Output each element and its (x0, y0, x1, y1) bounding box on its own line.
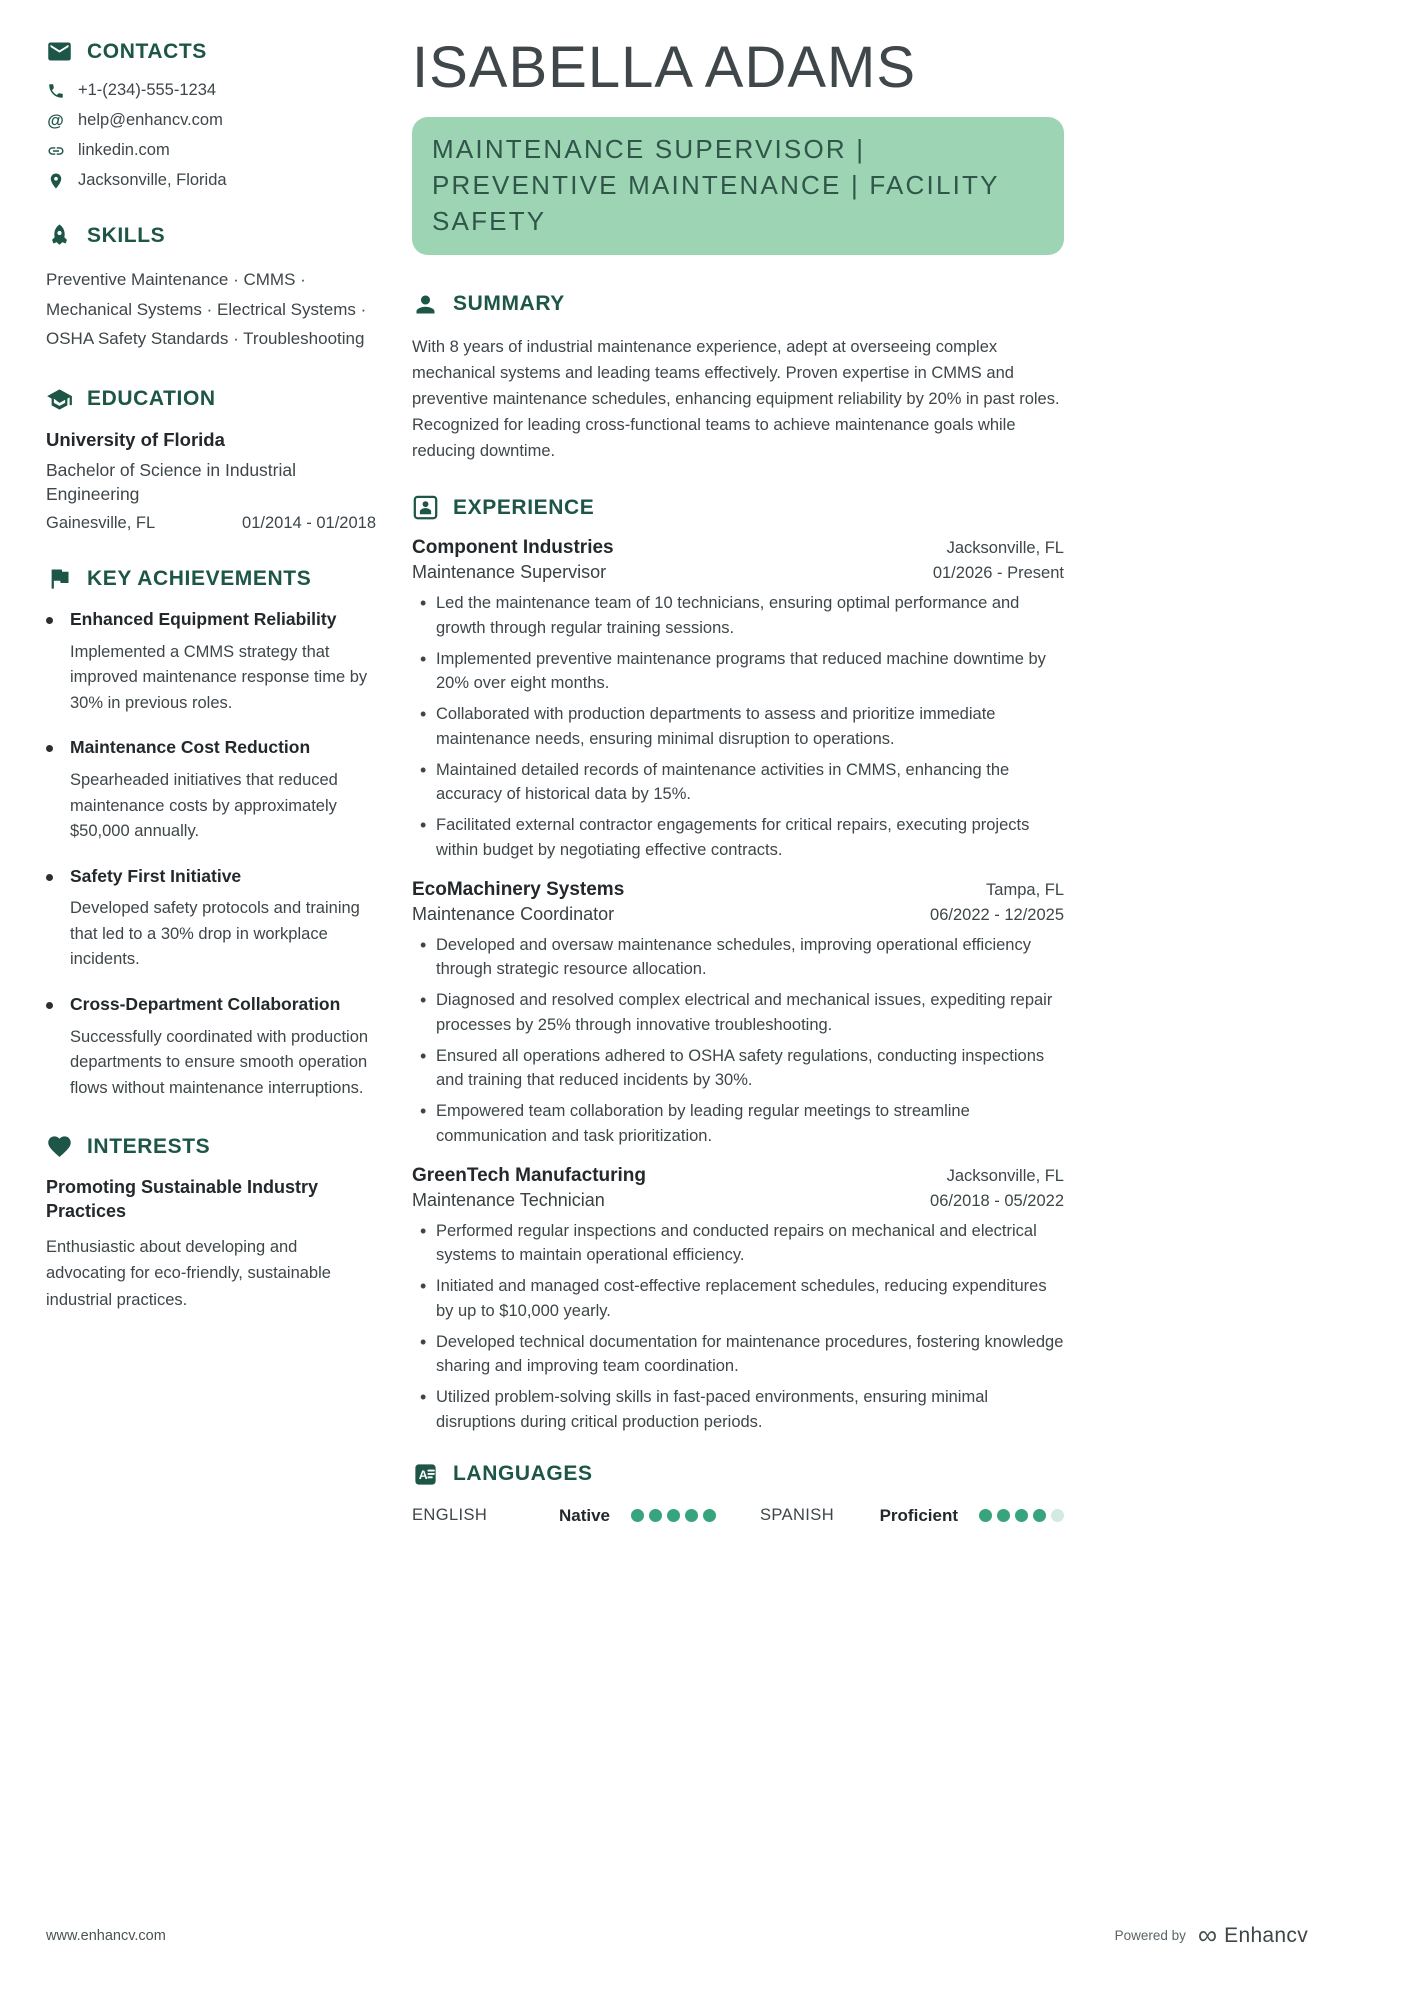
company-location: Tampa, FL (986, 880, 1064, 899)
language-level: Native (558, 1505, 610, 1525)
skills-title: SKILLS (87, 223, 166, 247)
email-text[interactable]: help@enhancv.com (78, 111, 223, 129)
job-bullet: • Ensured all operations adhered to OSHA safety regulations, conducting inspections and training that reduced incidents by 30%. (412, 1044, 1064, 1094)
enhancv-logo[interactable] (1198, 1922, 1308, 1949)
job-bullet: • Utilized problem-solving skills in fast-paced environments, ensuring minimal disruptions during critical production periods. (412, 1385, 1064, 1435)
languages-section (412, 1461, 1064, 1526)
job-dates: 01/2026 - Present (932, 564, 1064, 583)
experience-entry (412, 1165, 1064, 1435)
dot-filled (631, 1509, 644, 1522)
contacts-title: CONTACTS (87, 39, 207, 63)
languages-header (412, 1461, 1064, 1488)
powered-by (1115, 1922, 1308, 1949)
contact-linkedin[interactable] (46, 141, 376, 160)
envelope-icon (46, 38, 73, 65)
bullet-dot (46, 745, 53, 752)
languages-icon (412, 1461, 439, 1488)
flag-icon (46, 565, 73, 592)
education-school: University of Florida (46, 428, 225, 450)
education-dates: 01/2014 - 01/2018 (242, 514, 376, 533)
job-bullets (412, 591, 1064, 863)
job-role: Maintenance Technician (412, 1189, 605, 1210)
contacts-section (46, 38, 376, 190)
svg-text:A: A (418, 1467, 428, 1482)
achievement-item (46, 993, 376, 1101)
language-proficiency-dots (626, 1509, 716, 1522)
skills-header (46, 222, 376, 249)
summary-section (412, 291, 1064, 464)
interests-header (46, 1133, 376, 1160)
languages-row (412, 1506, 1064, 1526)
job-role: Maintenance Coordinator (412, 903, 615, 924)
dot-filled (685, 1509, 698, 1522)
job-bullets (412, 1219, 1064, 1435)
link-icon (46, 141, 65, 160)
interests-title: INTERESTS (87, 1134, 211, 1158)
education-degree: Bachelor of Science in Industrial Engineering (46, 459, 296, 504)
bullet-dot (46, 617, 53, 624)
dot-filled (649, 1509, 662, 1522)
job-bullets (412, 933, 1064, 1149)
skills-list-text: Preventive Maintenance · CMMS · Mechanical Systems · Electrical Systems · OSHA Safety Standards · Troubleshooting (46, 270, 367, 349)
achievement-item (46, 608, 376, 716)
page-footer (46, 1922, 1308, 1949)
company-location: Jacksonville, FL (946, 539, 1064, 558)
achievement-title: Enhanced Equipment Reliability (70, 609, 337, 630)
company-name: EcoMachinery Systems (412, 878, 625, 900)
dot-filled (997, 1509, 1010, 1522)
job-bullet: • Diagnosed and resolved complex electrical and mechanical issues, expediting repair processes by 25% through innovative troubleshooting. (412, 988, 1064, 1038)
summary-header (412, 291, 1064, 318)
infinity-logo-icon: ∞ (1197, 1920, 1218, 1950)
dot-filled (1033, 1509, 1046, 1522)
dot-filled (667, 1509, 680, 1522)
job-bullet: • Maintained detailed records of maintenance activities in CMMS, enhancing the accuracy of historical data by 15%. (412, 758, 1064, 808)
dot-filled (1015, 1509, 1028, 1522)
location-text: Jacksonville, Florida (78, 171, 227, 189)
languages-title: LANGUAGES (453, 1462, 593, 1486)
language-proficiency-dots (974, 1509, 1064, 1522)
phone-text: +1-(234)-555-1234 (78, 81, 217, 99)
company-name: Component Industries (412, 537, 614, 559)
education-title: EDUCATION (87, 387, 216, 411)
experience-title: EXPERIENCE (453, 495, 595, 519)
education-location: Gainesville, FL (46, 514, 156, 533)
powered-by-label: Powered by (1114, 1928, 1186, 1943)
heart-icon (46, 1133, 73, 1160)
enhancv-site-link[interactable]: www.enhancv.com (46, 1927, 166, 1944)
company-name: GreenTech Manufacturing (412, 1164, 647, 1186)
language-name: SPANISH (760, 1506, 835, 1525)
job-bullet: • Developed and oversaw maintenance schedules, improving operational efficiency through strategic resource allocation. (412, 933, 1064, 983)
contacts-header (46, 38, 376, 65)
main-column (412, 35, 1064, 1558)
achievement-description: Successfully coordinated with production departments to ensure smooth operation flows without maintenance interruptions. (70, 1027, 369, 1097)
job-dates: 06/2022 - 12/2025 (930, 905, 1064, 924)
job-role: Maintenance Supervisor (412, 562, 607, 583)
achievement-title: Maintenance Cost Reduction (70, 737, 311, 758)
enhancv-brand-text: Enhancv (1224, 1923, 1308, 1947)
achievement-item (46, 736, 376, 844)
left-column (46, 38, 376, 1558)
job-dates: 06/2018 - 05/2022 (930, 1191, 1064, 1210)
bullet-dot (46, 874, 53, 881)
interest-title: Promoting Sustainable Industry Practices (46, 1177, 319, 1222)
achievements-title: KEY ACHIEVEMENTS (87, 566, 312, 590)
worker-icon (412, 494, 439, 521)
graduation-cap-icon (46, 386, 73, 413)
contact-location (46, 171, 376, 190)
job-bullet: • Facilitated external contractor engagements for critical repairs, executing projects within budget by negotiating effective contracts. (412, 813, 1064, 863)
linkedin-text[interactable]: linkedin.com (78, 141, 170, 159)
language-name: ENGLISH (412, 1506, 488, 1525)
job-bullet: • Developed technical documentation for maintenance procedures, fostering knowledge sharing and improving team coordination. (412, 1330, 1064, 1380)
candidate-name: ISABELLA ADAMS (412, 35, 917, 100)
achievements-section (46, 565, 376, 1101)
phone-icon (46, 81, 65, 100)
education-section (46, 386, 376, 533)
experience-section (412, 494, 1064, 1435)
achievement-title: Cross-Department Collaboration (70, 993, 341, 1014)
job-title-banner: MAINTENANCE SUPERVISOR | PREVENTIVE MAINTENANCE | FACILITY SAFETY (412, 117, 1064, 255)
dot-filled (979, 1509, 992, 1522)
rocket-icon (46, 222, 73, 249)
dot-empty (1051, 1509, 1064, 1522)
summary-text: With 8 years of industrial maintenance experience, adept at overseeing complex mechanical systems and leading teams effectively. Proven expertise in CMMS and preventive maintenance schedules, enhancing equipment reliability by 20% in past roles. Recognized for leading cross-functional teams to achieve maintenance goals while reducing downtime. (412, 337, 1060, 461)
achievement-description: Developed safety protocols and training that led to a 30% drop in workplace incidents. (70, 899, 360, 969)
education-header (46, 386, 376, 413)
language-level: Proficient (879, 1505, 958, 1525)
job-bullet: • Performed regular inspections and conducted repairs on mechanical and electrical systems to maintain operational efficiency. (412, 1219, 1064, 1269)
achievement-title: Safety First Initiative (70, 865, 242, 886)
experience-entry (412, 537, 1064, 863)
bullet-dot (46, 1002, 53, 1009)
job-bullet: • Initiated and managed cost-effective replacement schedules, reducing expenditures by up to $10,000 yearly. (412, 1274, 1064, 1324)
job-bullet: • Empowered team collaboration by leading regular meetings to streamline communication and task prioritization. (412, 1099, 1064, 1149)
job-bullet: • Led the maintenance team of 10 technicians, ensuring optimal performance and growth through regular training sessions. (412, 591, 1064, 641)
achievements-header (46, 565, 376, 592)
interests-section (46, 1133, 376, 1313)
job-bullet: • Collaborated with production departments to assess and prioritize immediate maintenance needs, ensuring minimal disruption to operations. (412, 702, 1064, 752)
at-icon: @ (47, 110, 64, 130)
language-item (760, 1506, 1064, 1526)
job-bullet: • Implemented preventive maintenance programs that reduced machine downtime by 20% over eight months. (412, 647, 1064, 697)
contact-email[interactable] (46, 111, 376, 130)
contact-phone (46, 81, 376, 100)
person-icon (412, 291, 439, 318)
education-meta (46, 514, 376, 533)
achievement-item (46, 865, 376, 973)
experience-header (412, 494, 1064, 521)
interest-description: Enthusiastic about developing and advocating for eco-friendly, sustainable industrial practices. (46, 1237, 331, 1309)
company-location: Jacksonville, FL (946, 1166, 1064, 1185)
experience-entry (412, 879, 1064, 1149)
location-pin-icon (46, 171, 65, 190)
language-item (412, 1506, 716, 1526)
summary-title: SUMMARY (453, 292, 565, 316)
dot-filled (703, 1509, 716, 1522)
skills-section (46, 222, 376, 354)
achievement-description: Spearheaded initiatives that reduced maintenance costs by approximately $50,000 annually. (70, 770, 338, 841)
achievement-description: Implemented a CMMS strategy that improved maintenance response time by 30% in previous roles. (70, 642, 368, 712)
